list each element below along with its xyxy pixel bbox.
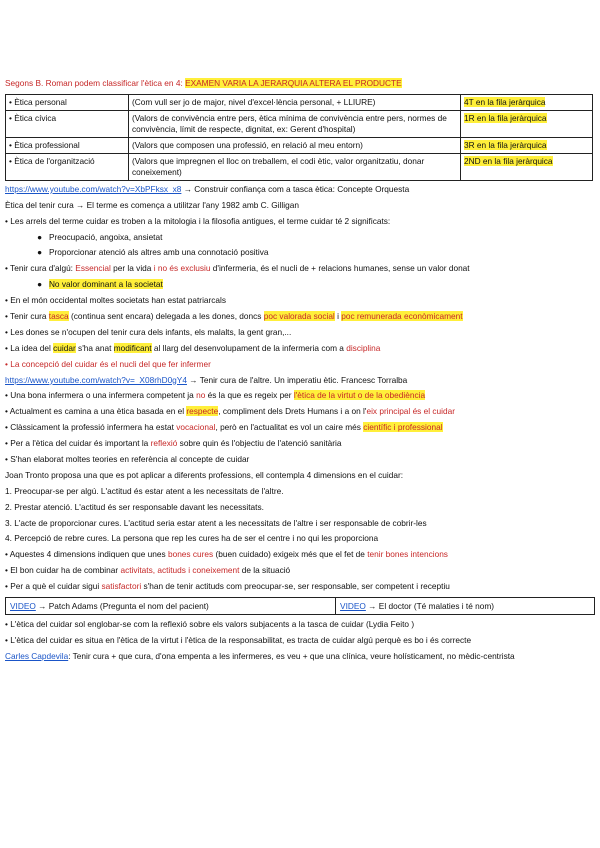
- ethics-name: • Ètica personal: [6, 94, 129, 110]
- text-line: • Una bona infermera o una infermera competent ja no és la que es regeix per l'ètica de la virtut o de la obediència: [5, 390, 426, 401]
- text-line: Ètica del tenir cura → El terme es comença a utilitzar l'any 1982 amb C. Gilligan: [5, 199, 299, 210]
- text-line: 2. Prestar atenció. L'actitud és ser responsable davant les necessitats.: [5, 501, 264, 512]
- youtube-link-2[interactable]: https://www.youtube.com/watch?v=_X08rhD0gY4: [5, 374, 187, 385]
- ethics-rank: 2ND en la fila jeràrquica: [461, 153, 593, 180]
- intro-highlight: EXAMEN VARIA LA JERARQUIA ALTERA EL PRODUCTE: [185, 78, 402, 88]
- video-cell-2: VIDEO → El doctor (Té malaties i té nom): [336, 598, 595, 615]
- sub-bullet: ● No valor dominant a la societat: [37, 279, 163, 290]
- text-line: • Aquestes 4 dimensions indiquen que unes bones cures (buen cuidado) exigeix més que el fet de tenir bones intencions: [5, 549, 448, 560]
- text-line: • S'han elaborat moltes teories en referència al concepte de cuidar: [5, 454, 250, 465]
- table-row: [6, 110, 593, 137]
- text-line: • L'ètica del cuidar es situa en l'ètica de la virtut i l'ètica de la responsabilitat, es tracta de cuidar algú perquè es bo i és correcte: [5, 634, 472, 645]
- text-line: • L'ètica del cuidar sol englobar-se com la reflexió sobre els valors subjacents a la tasca de cuidar (Lydia Feito ): [5, 619, 415, 630]
- ethics-desc: (Valors que impregnen el lloc on treballem, el codi ètic, valor organitzatiu, donar coneixement): [129, 153, 461, 180]
- sub-bullet: ● Proporcionar atenció als altres amb una connotació positiva: [37, 247, 269, 258]
- video-table: [5, 597, 595, 615]
- ethics-rank: 4T en la fila jeràrquica: [461, 94, 593, 110]
- table-row: [6, 153, 593, 180]
- link-line-2: https://www.youtube.com/watch?v=_X08rhD0gY4 → Tenir cura de l'altre. Un imperatiu ètic. Francesc Torralba: [5, 374, 408, 385]
- ethics-table: [5, 94, 593, 181]
- capdevila-link[interactable]: Carles Capdevila: [5, 650, 69, 661]
- text-line: • Per a què el cuidar sigui satisfactori s'han de tenir actituds com preocupar-se, ser responsable, ser competent i receptiu: [5, 581, 450, 592]
- text-line: • Actualment es camina a una ètica basada en el respecte, compliment dels Drets Humans i a on l'eix principal és el cuidar: [5, 406, 455, 417]
- sub-bullet: ● Preocupació, angoixa, ansietat: [37, 231, 163, 242]
- intro-lead: Segons B. Roman podem classificar l'ètica en 4:: [5, 78, 186, 88]
- text-line: • El bon cuidar ha de combinar activitats, actituds i coneixement de la situació: [5, 565, 291, 576]
- text-line: • Les dones se n'ocupen del tenir cura dels infants, els malalts, la gent gran,...: [5, 326, 292, 337]
- text-line: Carles Capdevila: Tenir cura + que cura, d'ona empenta a les infermeres, es veu + que una clínica, veure holísticament, no mèdic-centrista: [5, 650, 515, 661]
- text-line: 1. Preocupar-se per algú. L'actitud és estar atent a les necessitats de l'altre.: [5, 485, 284, 496]
- video-link-1[interactable]: VIDEO: [10, 600, 36, 611]
- video-link-2[interactable]: VIDEO: [340, 600, 366, 611]
- table-row: [6, 137, 593, 153]
- text-line: • Tenir cura tasca (continua sent encara) delegada a les dones, doncs poc valorada social i poc remunerada econòmicament: [5, 311, 463, 322]
- video-cell-1: VIDEO → Patch Adams (Pregunta el nom del pacient): [6, 598, 336, 615]
- ethics-desc: (Com vull ser jo de major, nivel d'excel·lència personal, + LLIURE): [129, 94, 461, 110]
- table-row: [6, 94, 593, 110]
- intro-line: [5, 78, 595, 89]
- ethics-name: • Ètica de l'organització: [6, 153, 129, 180]
- text-line: 4. Percepció de rebre cures. La persona que rep les cures ha de ser el centre i no qui les proporciona: [5, 533, 379, 544]
- document-content: [5, 78, 595, 667]
- link-line-1: https://www.youtube.com/watch?v=XbPFksx_x8 → Construir confiança com a tasca ètica: Concepte Orquesta: [5, 183, 410, 194]
- ethics-name: • Ètica cívica: [6, 110, 129, 137]
- text-line: • La concepció del cuidar és el nucli del que fer infermer: [5, 358, 211, 369]
- text-line: • La idea del cuidar s'ha anat modificant al llarg del desenvolupament de la infermeria com a disciplina: [5, 342, 381, 353]
- ethics-desc: (Valors de convivència entre pers, ètica mínima de convivència entre pers, normes de convivència, límit de respecte, dignitat, ex: Gerent d'hospital): [129, 110, 461, 137]
- text-line: • Clàssicament la professió infermera ha estat vocacional, però en l'actualitat es vol un caire més científic i professional: [5, 422, 443, 433]
- text-line: • Les arrels del terme cuidar es troben a la mitologia i la filosofia antigues, el terme cuidar té 2 significats:: [5, 215, 391, 226]
- ethics-name: • Ètica professional: [6, 137, 129, 153]
- text-line: • Tenir cura d'algú: Essencial per la vida i no és exclusiu d'infermeria, és el nucli de + relacions humanes, sense un valor donat: [5, 263, 470, 274]
- text-line: • En el món occidental moltes societats han estat patriarcals: [5, 295, 227, 306]
- text-line: • Per a l'ètica del cuidar és important la reflexió sobre quin és l'objectiu de l'atenció sanitària: [5, 438, 342, 449]
- ethics-rank: 3R en la fila jeràrquica: [461, 137, 593, 153]
- text-line: 3. L'acte de proporcionar cures. L'actitud seria estar atent a les necessitats de l'altre i ser responsable de cobrir-les: [5, 517, 427, 528]
- table-row: [6, 598, 595, 615]
- ethics-desc: (Valors que composen una professió, en relació al meu entorn): [129, 137, 461, 153]
- text-line: Joan Tronto proposa una que es pot aplicar a diferents professions, ell contempla 4 dimensions en el cuidar:: [5, 469, 404, 480]
- youtube-link-1[interactable]: https://www.youtube.com/watch?v=XbPFksx_x8: [5, 183, 182, 194]
- ethics-rank: 1R en la fila jeràrquica: [461, 110, 593, 137]
